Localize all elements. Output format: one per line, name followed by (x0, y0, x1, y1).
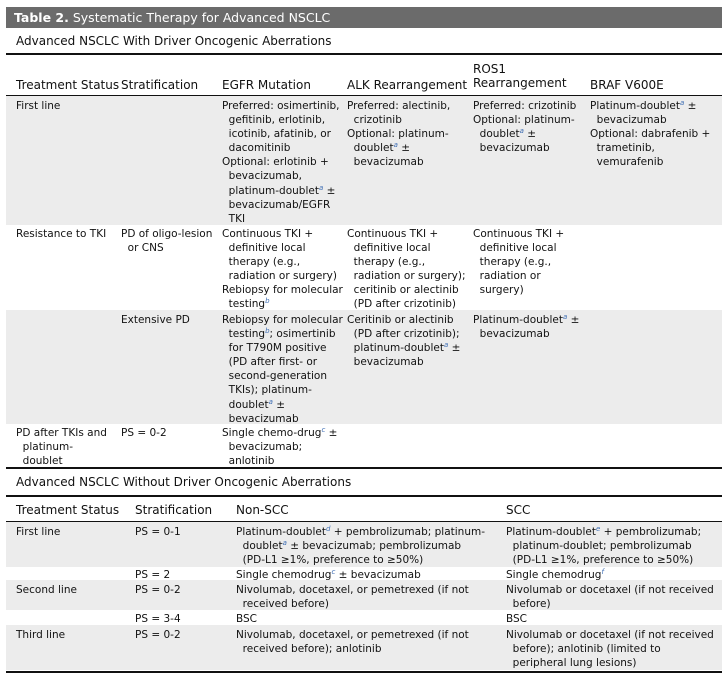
status-first-line: First line (16, 100, 61, 112)
rule (6, 53, 722, 55)
braf-first-line: Platinum-doublet$^a$ ± bevacizumab Optional: dabrafenib + trametinib, vemurafenib (590, 99, 711, 169)
scc-third-line: Nivolumab or docetaxel (if not received before); anlotinib (limited to peripheral lung lesions) (506, 629, 714, 670)
egfr-extensive: Rebiopsy for molecular testing$^b$; osimertinib for T790M positive (PD after first- or second-generation TKIs); platinum- doublet$^a$ ± bevacizumab (222, 314, 343, 425)
nonscc-ps2: Single chemodrug$^c$ ± bevacizumab (236, 568, 421, 581)
nonscc-second-line: Nivolumab, docetaxel, or pemetrexed (if not received before) (236, 584, 469, 611)
status-second-line: Second line (16, 584, 77, 596)
egfr-resistance: Continuous TKI + definitive local therapy (e.g., radiation or surgery) Rebiopsy for molecular testing$^b$ (222, 228, 343, 311)
section1-heading: Advanced NSCLC With Driver Oncogenic Aberrations (16, 34, 332, 48)
strat-second-ps02: PS = 0-2 (135, 584, 181, 596)
nonscc-bsc: BSC (236, 613, 258, 625)
alk-extensive: Ceritinib or alectinib (PD after crizotinib); platinum-doublet$^a$ ± bevacizumab (347, 314, 461, 369)
strat-pd-after: PS = 0-2 (121, 427, 167, 439)
table-title-text: Systematic Therapy for Advanced NSCLC (72, 10, 331, 25)
rule (6, 467, 722, 469)
status-pd-after: PD after TKIs and platinum- doublet (16, 427, 107, 468)
header-nonscc: Non-SCC (236, 503, 289, 517)
status-resistance: Resistance to TKI (16, 228, 107, 240)
header-alk: ALK Rearrangement (347, 78, 468, 92)
scc-first-line: Platinum-doublet$^e$ + pembrolizumab; platinum-doublet; pembrolizumab (PD-L1 ≥1%, preference to ≥50%) (506, 525, 702, 567)
table-label: Table 2. (14, 10, 69, 25)
status-third-line: Third line (16, 629, 66, 641)
egfr-pd-after: Single chemo-drug$^c$ ± bevacizumab; anlotinib (222, 426, 338, 468)
ros1-extensive: Platinum-doublet$^a$ ± bevacizumab (473, 313, 580, 341)
strat-extensive: Extensive PD (121, 314, 190, 326)
status-first-line-2: First line (16, 526, 61, 538)
nonscc-third-line: Nivolumab, docetaxel, or pemetrexed (if not received before); anlotinib (236, 629, 469, 656)
strat-third-ps02: PS = 0-2 (135, 629, 181, 641)
scc-bsc: BSC (506, 613, 528, 625)
header-ros1: ROS1 Rearrangement (473, 62, 567, 90)
strat-ps34: PS = 3-4 (135, 613, 181, 625)
rule (6, 671, 722, 673)
header-braf: BRAF V600E (590, 78, 664, 92)
scc-second-line: Nivolumab or docetaxel (if not received before) (506, 584, 714, 611)
ros1-resistance: Continuous TKI + definitive local therapy (e.g., radiation or surgery) (473, 228, 565, 297)
ros1-first-line: Preferred: crizotinib Optional: platinum- doublet$^a$ ± bevacizumab (473, 100, 577, 155)
header-scc: SCC (506, 503, 531, 517)
header-egfr: EGFR Mutation (222, 78, 311, 92)
header-status-2: Treatment Status (16, 503, 120, 517)
strat-ps2: PS = 2 (135, 569, 171, 581)
table-title (6, 7, 722, 28)
egfr-first-line: Preferred: osimertinib, gefitinib, erlotinib, icotinib, afatinib, or dacomitinib Optional: erlotinib + bevacizumab, platinum-doublet$^a$ ± bevacizumab/EGFR TKI (222, 100, 340, 225)
rule (6, 495, 722, 497)
strat-ps01: PS = 0-1 (135, 526, 181, 538)
scc-ps2: Single chemodrug$^f$ (506, 568, 604, 581)
alk-resistance: Continuous TKI + definitive local therapy (e.g., radiation or surgery); ceritinib or alectinib (PD after crizotinib) (347, 228, 466, 311)
section2-heading: Advanced NSCLC Without Driver Oncogenic Aberrations (16, 475, 352, 489)
nonscc-first-line: Platinum-doublet$^d$ + pembrolizumab; platinum- doublet$^a$ ± bevacizumab; pembrolizumab (PD-L1 ≥1%, preference to ≥50%) (236, 525, 485, 567)
alk-first-line: Preferred: alectinib, crizotinib Optional: platinum- doublet$^a$ ± bevacizumab (347, 100, 451, 169)
strat-oligo: PD of oligo-lesion or CNS (121, 228, 213, 255)
header-stratification: Stratification (121, 78, 199, 92)
header-stratification-2: Stratification (135, 503, 213, 517)
header-status: Treatment Status (16, 78, 120, 92)
